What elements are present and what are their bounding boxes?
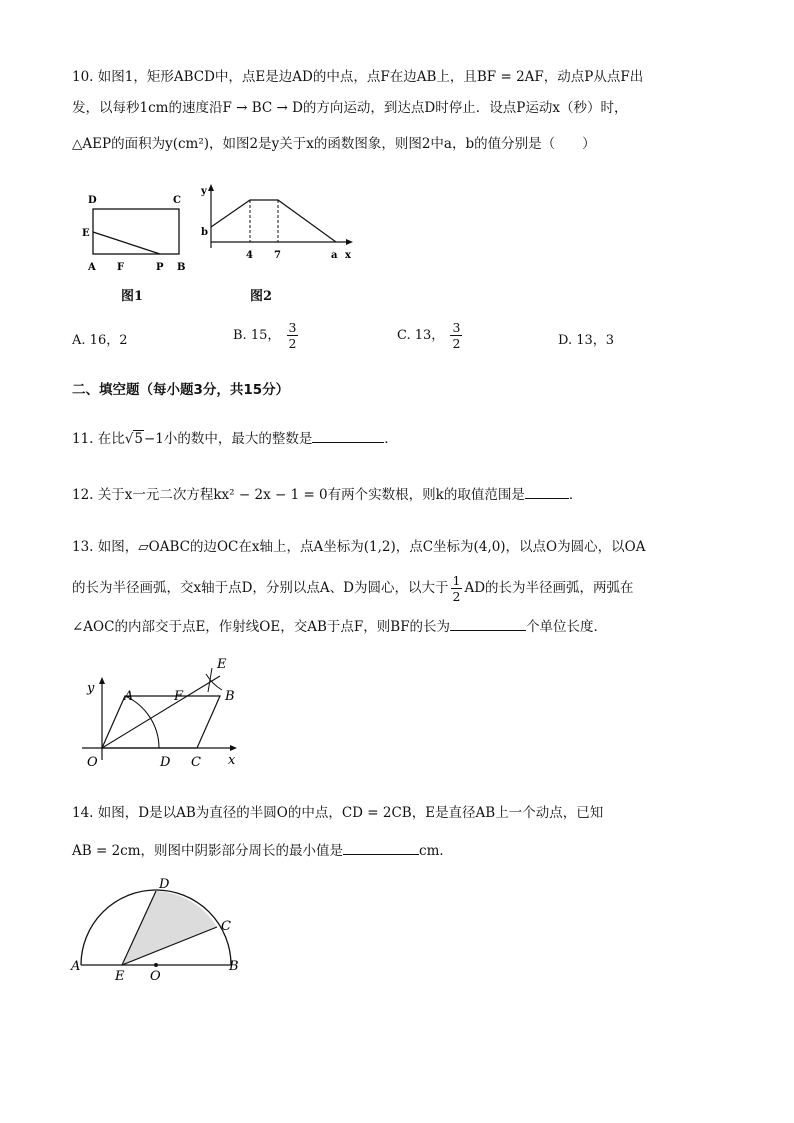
- label-c: C: [191, 755, 201, 770]
- parallelogram-oabc: [102, 696, 220, 748]
- q14-answer-blank[interactable]: [343, 840, 419, 855]
- label-e: E: [82, 228, 90, 239]
- label-a: A: [88, 262, 96, 273]
- label-d: D: [159, 877, 170, 892]
- option-c[interactable]: C. 13， $\frac{3}{2}$: [397, 320, 461, 351]
- shaded-region: [122, 891, 217, 965]
- label-d: D: [88, 195, 97, 206]
- q13-answer-blank[interactable]: [450, 616, 526, 631]
- label-a: A: [124, 689, 134, 704]
- label-b: B: [177, 262, 186, 273]
- rectangle-abcd: [93, 209, 179, 254]
- label-f: F: [174, 689, 184, 704]
- label-y: y: [201, 186, 207, 197]
- q12-answer-blank[interactable]: [525, 484, 569, 499]
- q12: 12. 关于x一元二次方程kx² − 2x − 1 = 0有两个实数根，则k的取值范围是 ．: [72, 484, 582, 504]
- q14-line1: 14. 如图，D是以AB为直径的半圆O的中点，CD = 2CB，E是直径AB上一个动点，已知: [72, 805, 604, 821]
- label-x: x: [228, 753, 236, 768]
- tick-4: 4: [246, 250, 253, 261]
- q14-line2: AB = 2cm，则图中阴影部分周长的最小值是 cm．: [72, 840, 453, 860]
- label-p: P: [156, 262, 164, 273]
- label-x: x: [345, 250, 351, 261]
- segment-ep: [93, 232, 160, 254]
- label-b: b: [201, 227, 208, 238]
- option-d[interactable]: D. 13，3: [558, 333, 615, 348]
- label-b: B: [225, 689, 235, 704]
- graph-line: [211, 200, 336, 242]
- label-c: C: [221, 919, 231, 934]
- q10-figure1: [80, 188, 200, 278]
- label-c: C: [173, 195, 181, 206]
- label-e: E: [115, 969, 125, 984]
- q10-line3: △AEP的面积为y(cm²)，如图2是y关于x的函数图象，则图2中a，b的值分别是（ ）: [72, 136, 596, 152]
- tick-7: 7: [274, 250, 281, 261]
- label-e: E: [217, 657, 227, 672]
- label-a: A: [71, 959, 81, 974]
- label-b: B: [229, 959, 239, 974]
- q13-line2: 的长为半径画弧，交x轴于点D，分别以点A、D为圆心，以大于 $\frac{1}{2}$ AD的长为半径画弧，两弧在: [72, 573, 634, 604]
- q11: 11. 在比√5−1小的数中，最大的整数是 ．: [72, 428, 398, 448]
- figure1-caption: 图1: [121, 289, 144, 304]
- option-a[interactable]: A. 16，2: [72, 333, 128, 348]
- label-o: O: [150, 969, 161, 984]
- label-f: F: [117, 262, 125, 273]
- label-y: y: [87, 681, 95, 696]
- section-heading: 二、填空题（每小题3分，共15分）: [72, 382, 290, 398]
- q13-line3: ∠AOC的内部交于点E，作射线OE，交AB于点F，则BF的长为 个单位长度．: [72, 616, 607, 636]
- label-d: D: [160, 755, 171, 770]
- center-o: [154, 963, 158, 967]
- q10-line2: 发，以每秒1cm的速度沿F → BC → D的方向运动，到达点D时停止．设点P运动x（秒）时，: [72, 100, 628, 116]
- q13-figure: [82, 650, 252, 775]
- q13-line1: 13. 如图，▱OABC的边OC在x轴上，点A坐标为(1,2)，点C坐标为(4,0)，以点O为圆心，以OA: [72, 539, 646, 555]
- q14-figure: [66, 870, 251, 988]
- q10-figure2: [198, 180, 363, 280]
- figure2-caption: 图2: [250, 289, 273, 304]
- q10-line1: 10. 如图1，矩形ABCD中，点E是边AD的中点，点F在边AB上，且BF = 2AF，动点P从点F出: [72, 69, 644, 85]
- option-b[interactable]: B. 15， $\frac{3}{2}$: [233, 320, 297, 351]
- label-o: O: [87, 755, 98, 770]
- tick-a: a: [331, 250, 338, 261]
- q11-answer-blank[interactable]: [312, 428, 384, 443]
